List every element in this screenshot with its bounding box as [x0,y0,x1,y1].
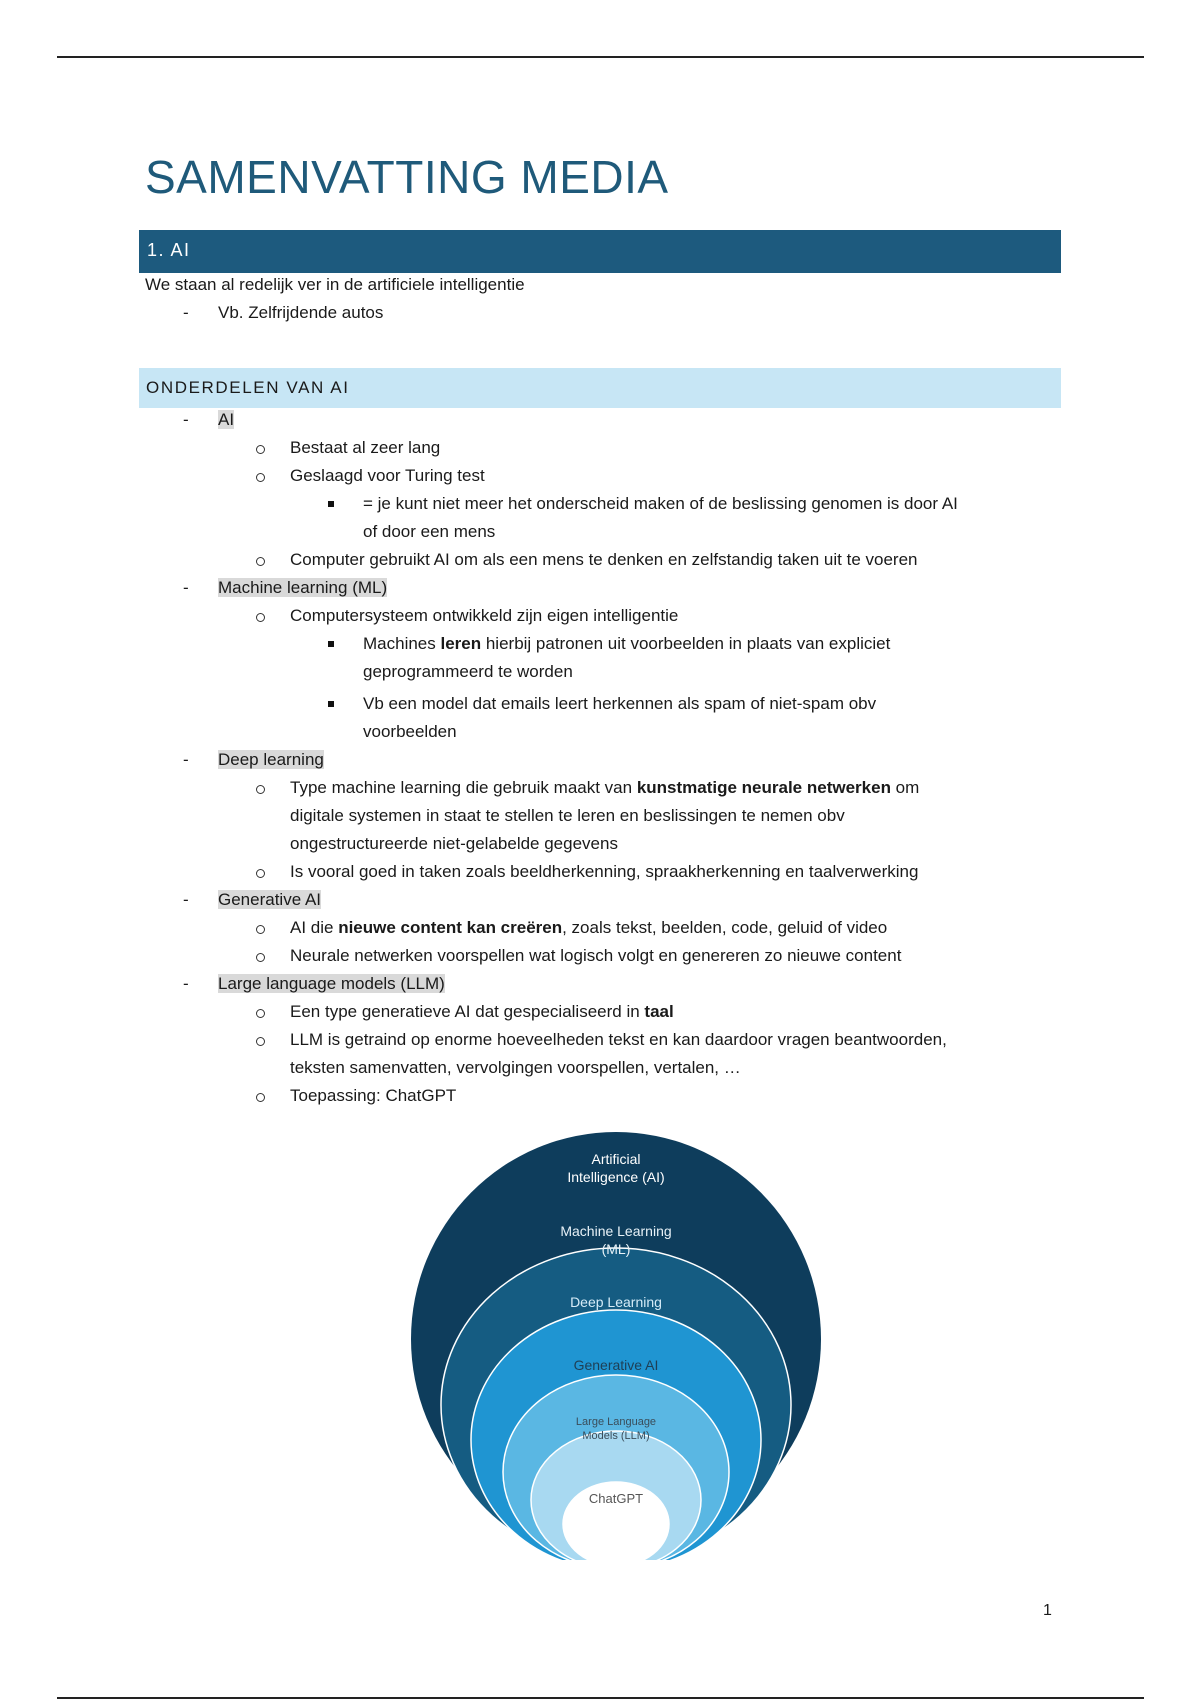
list-item: Bestaat al zeer lang [290,438,441,457]
topic-ml [218,574,387,602]
list-item: Geslaagd voor Turing test [290,466,485,485]
circle-bullet [256,869,265,878]
intro-text: We staan al redelijk ver in de artificiele intelligentie [145,275,525,294]
text-run: Machines [363,634,441,653]
dash-bullet: - [183,750,189,769]
bold-text: taal [644,1002,674,1021]
bold-text: leren [440,634,482,653]
list-item-continued: of door een mens [363,522,496,541]
text-run: , zoals tekst, beelden, code, geluid of video [562,918,888,937]
dash-bullet: - [183,303,189,322]
page-title: SAMENVATTING MEDIA [145,151,669,203]
topic-generative-ai [218,886,321,914]
list-item: Is vooral goed in taken zoals beeldherkenning, spraakherkenning en taalverwerking [290,862,919,881]
list-item-continued: geprogrammeerd te worden [363,662,573,681]
list-item-continued: teksten samenvatten, vervolgingen voorspellen, vertalen, … [290,1058,741,1077]
text-run: hierbij patronen uit voorbeelden in plaats van expliciet [481,634,891,653]
bold-text: nieuwe content kan creëren [338,918,563,937]
topic-label: Generative AI [218,890,322,909]
text-run: Type machine learning die gebruik maakt van [290,778,637,797]
topic-label: AI [218,410,235,429]
list-item-continued: ongestructureerde niet-gelabelde gegevens [290,834,618,853]
layer-ai-label: Intelligence (AI) [567,1169,665,1185]
list-item: Toepassing: ChatGPT [290,1086,457,1105]
circle-bullet [256,473,265,482]
list-item: Computersysteem ontwikkeld zijn eigen intelligentie [290,606,679,625]
section-heading-ai [139,230,1061,273]
layer-chatgpt-label: ChatGPT [588,1491,644,1506]
list-item: LLM is getraind op enorme hoeveelheden tekst en kan daardoor vragen beantwoorden, [290,1030,947,1049]
topic-label: Deep learning [218,750,324,769]
section-heading-text: 1. AI [147,240,191,260]
circle-bullet [256,785,265,794]
ai-layers-diagram [396,1130,836,1560]
layer-llm-label: Large Language [575,1416,657,1428]
circle-bullet [256,925,265,934]
circle-bullet [256,1093,265,1102]
text-run: om [890,778,920,797]
layer-ai-label: Artificial [591,1151,641,1167]
subsection-heading-text: ONDERDELEN VAN AI [146,378,350,397]
layer-gen-label: Generative AI [573,1357,659,1373]
topic-ai [218,406,234,434]
circle-bullet [256,1037,265,1046]
topic-label: Large language models (LLM) [218,974,445,993]
circle-bullet [256,953,265,962]
dash-bullet: - [183,890,189,909]
square-bullet [328,501,334,507]
topic-deep-learning [218,746,324,774]
list-item: Neurale netwerken voorspellen wat logisch volgt en genereren zo nieuwe content [290,946,902,965]
circle-bullet [256,1009,265,1018]
layer-llm-label: Models (LLM) [582,1430,650,1442]
text-run: Een type generatieve AI dat gespecialiseerd in [290,1002,645,1021]
list-item [290,774,919,802]
dash-bullet: - [183,410,189,429]
dash-bullet: - [183,974,189,993]
list-item [290,998,674,1026]
bold-text: kunstmatige neurale netwerken [636,778,891,797]
dash-bullet: - [183,578,189,597]
layer-ml-label: (ML) [601,1241,631,1257]
square-bullet [328,701,334,707]
topic-llm [218,970,445,998]
text-run: AI die [290,918,339,937]
circle-bullet [256,557,265,566]
topic-label: Machine learning (ML) [218,578,388,597]
subsection-heading [139,368,1061,408]
footer-rule [57,1697,1144,1699]
layer-dl-label: Deep Learning [570,1294,662,1310]
header-rule [57,56,1144,58]
list-item: = je kunt niet meer het onderscheid maken of de beslissing genomen is door AI [363,494,958,513]
list-item-continued: digitale systemen in staat te stellen te leren en beslissingen te nemen obv [290,806,845,825]
page-number: 1 [1043,1602,1052,1619]
list-item: Vb een model dat emails leert herkennen als spam of niet-spam obv [363,694,877,713]
example-text: Vb. Zelfrijdende autos [218,303,384,322]
list-item [290,914,887,942]
list-item [363,630,890,658]
list-item: Computer gebruikt AI om als een mens te denken en zelfstandig taken uit te voeren [290,550,918,569]
square-bullet [328,641,334,647]
layer-ml-label: Machine Learning [560,1223,672,1239]
circle-bullet [256,445,265,454]
circle-bullet [256,613,265,622]
list-item-continued: voorbeelden [363,722,457,741]
